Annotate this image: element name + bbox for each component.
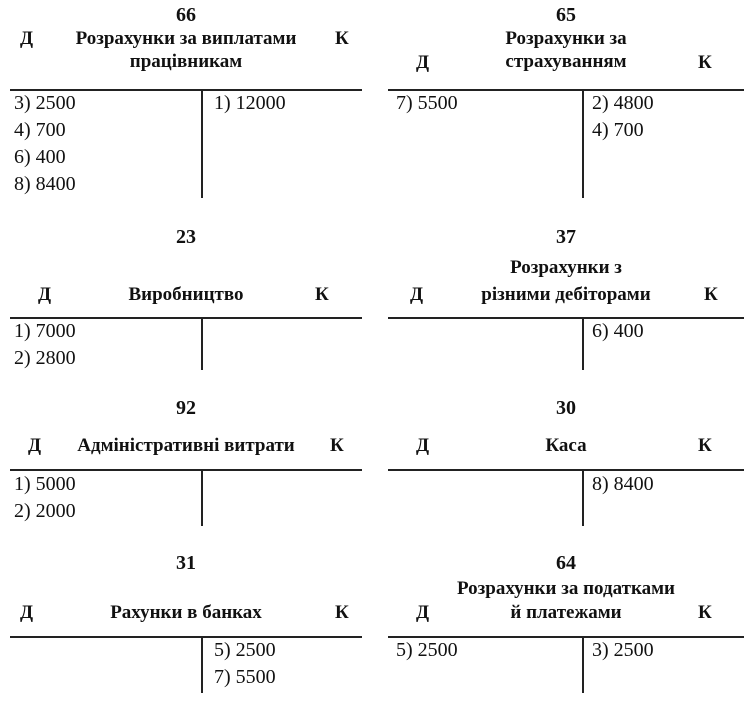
debit-entry: 5) 2500 — [396, 639, 458, 661]
debit-entry: 2) 2800 — [14, 347, 76, 369]
t-account-23 — [10, 222, 362, 372]
account-number: 23 — [176, 226, 196, 248]
credit-entry: 2) 4800 — [592, 92, 654, 114]
credit-entry: 3) 2500 — [592, 639, 654, 661]
debit-label: Д — [416, 602, 430, 623]
debit-label: Д — [28, 435, 42, 456]
credit-label: К — [698, 602, 712, 623]
account-number: 30 — [556, 397, 576, 419]
t-account-top-line — [388, 469, 744, 471]
t-account-divider — [582, 318, 584, 370]
t-account-divider — [201, 318, 203, 370]
debit-label: Д — [416, 435, 430, 456]
credit-entry: 1) 12000 — [214, 92, 286, 114]
debit-entry: 1) 7000 — [14, 320, 76, 342]
account-name-line: й платежами — [510, 602, 622, 623]
debit-entry: 8) 8400 — [14, 173, 76, 195]
account-number: 65 — [556, 4, 576, 26]
t-account-31 — [10, 548, 362, 698]
debit-entries — [14, 318, 76, 372]
t-account-37 — [388, 222, 744, 372]
credit-label: К — [335, 28, 349, 49]
account-name-line: Рахунки в банках — [110, 602, 262, 623]
account-number: 92 — [176, 397, 196, 419]
account-name-line: різними дебіторами — [481, 284, 651, 305]
credit-label: К — [315, 284, 329, 305]
debit-entry: 1) 5000 — [14, 473, 76, 495]
debit-entry: 3) 2500 — [14, 92, 76, 114]
credit-entries — [214, 90, 286, 117]
account-number: 31 — [176, 552, 196, 574]
debit-entries — [14, 90, 76, 198]
t-account-divider — [201, 637, 203, 693]
debit-entry: 7) 5500 — [396, 92, 458, 114]
credit-entries — [592, 90, 654, 144]
credit-entry: 6) 400 — [592, 320, 644, 342]
account-number: 66 — [176, 4, 196, 26]
t-account-top-line — [10, 636, 362, 638]
t-account-64 — [388, 548, 744, 698]
t-account-65 — [388, 0, 744, 200]
credit-entries — [592, 318, 644, 345]
credit-entries — [592, 637, 654, 664]
credit-entries — [592, 471, 654, 498]
t-account-divider — [582, 90, 584, 198]
account-name-line: Розрахунки за виплатами — [75, 28, 297, 49]
account-name-line: Розрахунки за — [505, 28, 627, 49]
t-account-66 — [10, 0, 362, 200]
credit-entry: 4) 700 — [592, 119, 644, 141]
t-account-divider — [582, 470, 584, 526]
account-name-line: Розрахунки за податками — [457, 578, 675, 599]
debit-entry: 6) 400 — [14, 146, 66, 168]
account-number: 64 — [556, 552, 576, 574]
debit-entries — [14, 471, 76, 525]
debit-label: Д — [416, 52, 430, 73]
t-account-divider — [582, 637, 584, 693]
account-name-line: Адміністративні витрати — [77, 435, 295, 456]
account-name-line: Розрахунки з — [510, 257, 622, 278]
debit-entry: 2) 2000 — [14, 500, 76, 522]
debit-entries — [396, 637, 458, 664]
debit-entries — [396, 90, 458, 117]
credit-label: К — [698, 435, 712, 456]
credit-entry: 7) 5500 — [214, 666, 276, 688]
credit-label: К — [704, 284, 718, 305]
t-account-divider — [201, 470, 203, 526]
t-account-92 — [10, 393, 362, 528]
debit-label: Д — [20, 602, 34, 623]
account-name-line: страхуванням — [505, 51, 627, 72]
account-number: 37 — [556, 226, 576, 248]
account-name-line: Каса — [545, 435, 587, 456]
account-name-line: Виробництво — [128, 284, 244, 305]
credit-entry: 8) 8400 — [592, 473, 654, 495]
credit-label: К — [330, 435, 344, 456]
credit-label: К — [698, 52, 712, 73]
debit-label: Д — [410, 284, 424, 305]
account-name-line: працівникам — [129, 51, 243, 72]
credit-entry: 5) 2500 — [214, 639, 276, 661]
debit-label: Д — [38, 284, 52, 305]
debit-label: Д — [20, 28, 34, 49]
credit-label: К — [335, 602, 349, 623]
t-account-top-line — [388, 317, 744, 319]
t-account-30 — [388, 393, 744, 528]
credit-entries — [214, 637, 276, 691]
t-account-divider — [201, 90, 203, 198]
debit-entry: 4) 700 — [14, 119, 66, 141]
